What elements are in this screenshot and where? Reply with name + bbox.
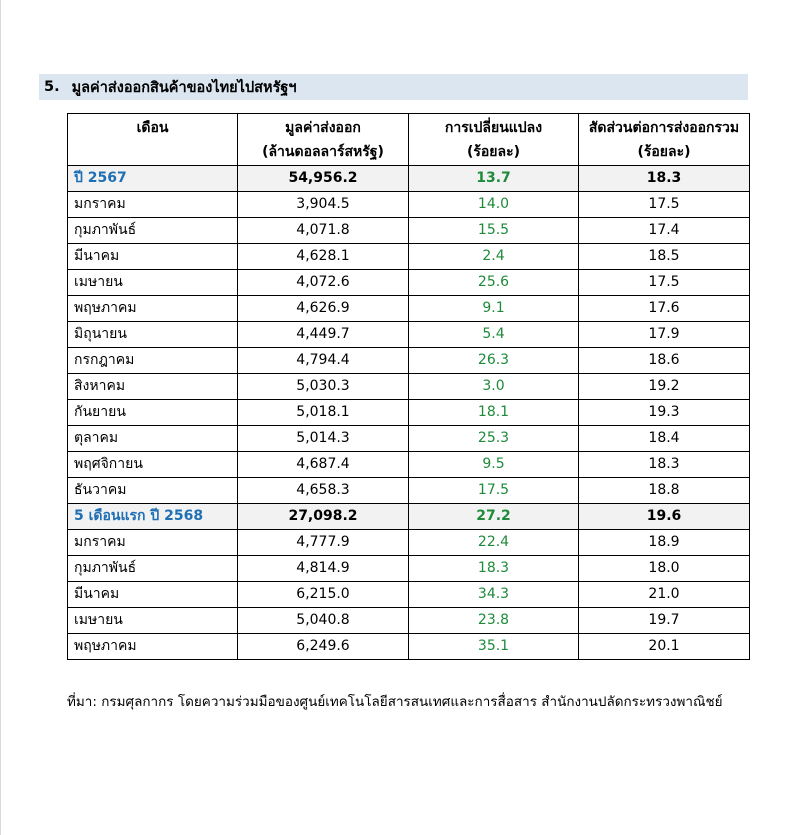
table-row (68, 322, 750, 348)
cell-change: 34.3 (409, 582, 579, 608)
cell-share: 17.9 (579, 322, 750, 348)
cell-export-value: 6,215.0 (238, 582, 409, 608)
cell-period: มกราคม (68, 192, 238, 218)
cell-period: กุมภาพันธ์ (68, 218, 238, 244)
table-summary-row (68, 166, 750, 192)
cell-export-value: 4,794.4 (238, 348, 409, 374)
section-title: มูลค่าส่งออกสินค้าของไทยไปสหรัฐฯ (71, 79, 297, 96)
section-heading (39, 74, 748, 100)
cell-share: 18.9 (579, 530, 750, 556)
table-row (68, 634, 750, 660)
cell-export-value: 4,628.1 (238, 244, 409, 270)
cell-change: 22.4 (409, 530, 579, 556)
header-export-value (238, 114, 409, 166)
cell-export-value: 4,658.3 (238, 478, 409, 504)
section-number: 5. (44, 79, 60, 95)
cell-change: 14.0 (409, 192, 579, 218)
table-row (68, 244, 750, 270)
cell-share: 17.6 (579, 296, 750, 322)
cell-export-value: 4,071.8 (238, 218, 409, 244)
cell-share: 19.6 (579, 504, 750, 530)
table-summary-row (68, 504, 750, 530)
source-note: ที่มา: กรมศุลกากร โดยความร่วมมือของศูนย์เทคโนโลยีสารสนเทศและการสื่อสาร สำนักงานปลัดกระทรวงพาณิชย์ (67, 694, 723, 710)
table-row (68, 608, 750, 634)
cell-export-value: 5,018.1 (238, 400, 409, 426)
header-month-label: เดือน (136, 120, 169, 136)
cell-change: 18.3 (409, 556, 579, 582)
cell-export-value: 5,014.3 (238, 426, 409, 452)
cell-share: 18.6 (579, 348, 750, 374)
cell-change: 18.1 (409, 400, 579, 426)
cell-share: 17.5 (579, 270, 750, 296)
cell-change: 17.5 (409, 478, 579, 504)
cell-export-value: 4,626.9 (238, 296, 409, 322)
table-row (68, 348, 750, 374)
cell-change: 23.8 (409, 608, 579, 634)
table-header-row (68, 114, 750, 166)
cell-period: ธันวาคม (68, 478, 238, 504)
cell-share: 17.4 (579, 218, 750, 244)
header-month (68, 114, 238, 166)
table-row (68, 478, 750, 504)
cell-export-value: 4,777.9 (238, 530, 409, 556)
cell-period: มกราคม (68, 530, 238, 556)
cell-export-value: 27,098.2 (238, 504, 409, 530)
header-share-label: สัดส่วนต่อการส่งออกรวม (588, 120, 740, 136)
header-change (409, 114, 579, 166)
cell-change: 9.1 (409, 296, 579, 322)
cell-change: 3.0 (409, 374, 579, 400)
cell-period: มีนาคม (68, 244, 238, 270)
cell-change: 13.7 (409, 166, 579, 192)
table-row (68, 374, 750, 400)
table-body (68, 166, 750, 660)
cell-export-value: 6,249.6 (238, 634, 409, 660)
cell-period: กรกฎาคม (68, 348, 238, 374)
cell-share: 20.1 (579, 634, 750, 660)
table-row (68, 556, 750, 582)
cell-share: 19.3 (579, 400, 750, 426)
cell-export-value: 5,030.3 (238, 374, 409, 400)
cell-share: 17.5 (579, 192, 750, 218)
page-left-border (0, 0, 1, 835)
table-row (68, 426, 750, 452)
export-value-table (67, 113, 750, 660)
cell-period: มิถุนายน (68, 322, 238, 348)
cell-share: 18.0 (579, 556, 750, 582)
cell-change: 15.5 (409, 218, 579, 244)
header-change-unit: (ร้อยละ) (466, 144, 521, 160)
table-row (68, 296, 750, 322)
header-export-value-label: มูลค่าส่งออก (285, 120, 361, 136)
cell-period: ปี 2567 (68, 166, 238, 192)
cell-export-value: 5,040.8 (238, 608, 409, 634)
table-row (68, 530, 750, 556)
table-row (68, 452, 750, 478)
header-share-unit: (ร้อยละ) (637, 144, 691, 160)
cell-export-value: 54,956.2 (238, 166, 409, 192)
cell-change: 25.3 (409, 426, 579, 452)
table-row (68, 582, 750, 608)
cell-period: สิงหาคม (68, 374, 238, 400)
header-export-value-unit: (ล้านดอลลาร์สหรัฐ) (262, 144, 384, 160)
cell-period: มีนาคม (68, 582, 238, 608)
cell-period: เมษายน (68, 270, 238, 296)
table-row (68, 192, 750, 218)
cell-export-value: 4,072.6 (238, 270, 409, 296)
cell-share: 18.3 (579, 452, 750, 478)
cell-change: 2.4 (409, 244, 579, 270)
cell-period: พฤษภาคม (68, 296, 238, 322)
cell-change: 5.4 (409, 322, 579, 348)
cell-period: พฤษภาคม (68, 634, 238, 660)
cell-share: 19.7 (579, 608, 750, 634)
cell-export-value: 4,687.4 (238, 452, 409, 478)
cell-share: 19.2 (579, 374, 750, 400)
cell-share: 18.5 (579, 244, 750, 270)
table-row (68, 400, 750, 426)
cell-period: กันยายน (68, 400, 238, 426)
cell-share: 18.3 (579, 166, 750, 192)
cell-period: พฤศจิกายน (68, 452, 238, 478)
cell-period: เมษายน (68, 608, 238, 634)
cell-period: กุมภาพันธ์ (68, 556, 238, 582)
cell-change: 25.6 (409, 270, 579, 296)
cell-change: 27.2 (409, 504, 579, 530)
table-row (68, 218, 750, 244)
cell-share: 21.0 (579, 582, 750, 608)
cell-change: 35.1 (409, 634, 579, 660)
cell-export-value: 4,814.9 (238, 556, 409, 582)
cell-change: 9.5 (409, 452, 579, 478)
cell-share: 18.4 (579, 426, 750, 452)
table-row (68, 270, 750, 296)
header-share (579, 114, 750, 166)
cell-change: 26.3 (409, 348, 579, 374)
cell-share: 18.8 (579, 478, 750, 504)
cell-export-value: 3,904.5 (238, 192, 409, 218)
cell-export-value: 4,449.7 (238, 322, 409, 348)
header-change-label: การเปลี่ยนแปลง (444, 120, 543, 136)
cell-period: 5 เดือนแรก ปี 2568 (68, 504, 238, 530)
cell-period: ตุลาคม (68, 426, 238, 452)
